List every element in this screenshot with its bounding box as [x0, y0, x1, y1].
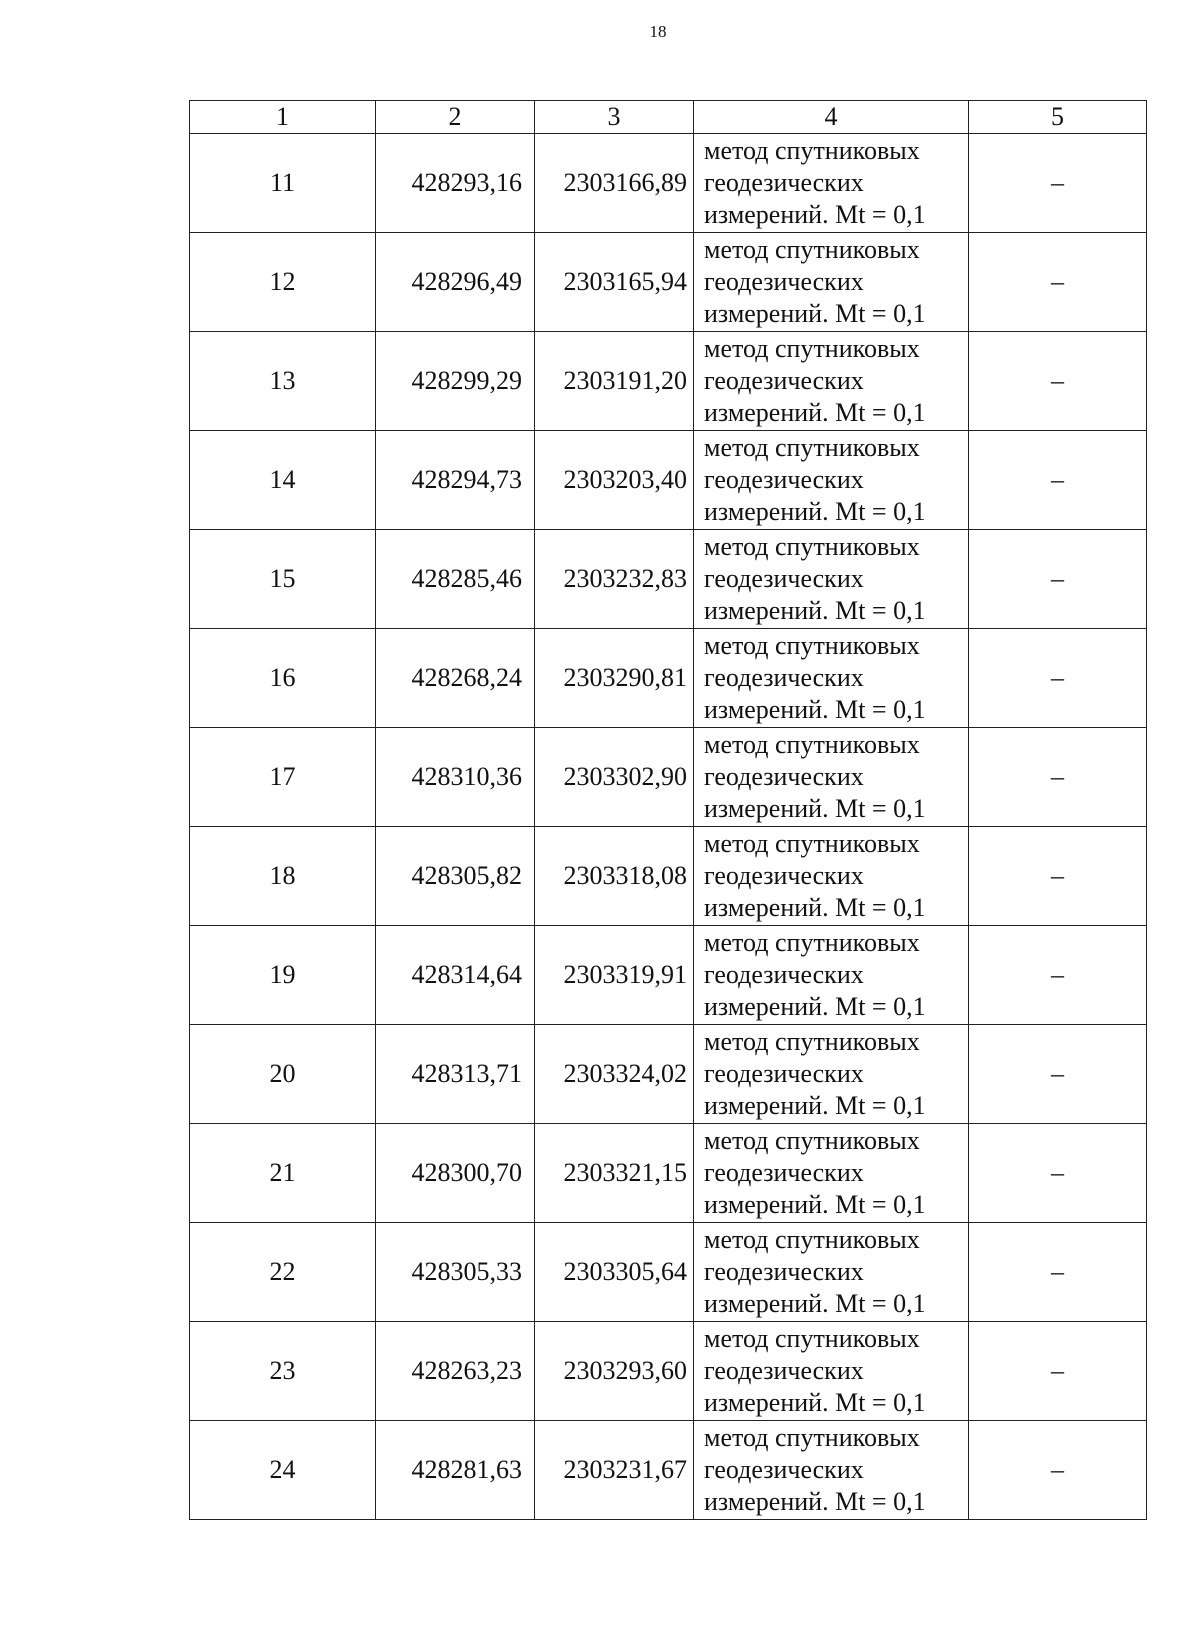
coordinate-y-cell: 2303305,64 [535, 1223, 694, 1322]
note-cell: – [969, 1223, 1147, 1322]
method-line: геодезических [704, 465, 864, 494]
coordinate-x-cell: 428263,23 [376, 1322, 535, 1421]
method-line: измерений. Mt = 0,1 [704, 1388, 926, 1417]
point-number-cell: 21 [190, 1124, 376, 1223]
note-cell: – [969, 431, 1147, 530]
coordinate-x-cell: 428285,46 [376, 530, 535, 629]
point-number-cell: 20 [190, 1025, 376, 1124]
coordinate-y-cell: 2303319,91 [535, 926, 694, 1025]
method-line: метод спутниковых [704, 1126, 920, 1155]
coordinate-x-cell: 428305,82 [376, 827, 535, 926]
note-cell: – [969, 134, 1147, 233]
method-line: метод спутниковых [704, 532, 920, 561]
method-cell [694, 332, 969, 431]
method-line: геодезических [704, 267, 864, 296]
method-line: измерений. Mt = 0,1 [704, 1487, 926, 1516]
method-line: измерений. Mt = 0,1 [704, 1091, 926, 1120]
method-line: метод спутниковых [704, 1423, 920, 1452]
point-number-cell: 11 [190, 134, 376, 233]
table-row [190, 134, 1147, 233]
method-cell [694, 1025, 969, 1124]
coordinates-table [189, 100, 1147, 1520]
method-cell [694, 1223, 969, 1322]
coordinate-y-cell: 2303324,02 [535, 1025, 694, 1124]
coordinate-x-cell: 428293,16 [376, 134, 535, 233]
method-line: метод спутниковых [704, 136, 920, 165]
point-number-cell: 12 [190, 233, 376, 332]
note-cell: – [969, 926, 1147, 1025]
method-cell [694, 1421, 969, 1520]
method-line: геодезических [704, 168, 864, 197]
method-cell [694, 1322, 969, 1421]
coordinate-x-cell: 428299,29 [376, 332, 535, 431]
coordinate-x-cell: 428310,36 [376, 728, 535, 827]
method-cell [694, 530, 969, 629]
table-row [190, 827, 1147, 926]
method-line: метод спутниковых [704, 235, 920, 264]
note-cell: – [969, 530, 1147, 629]
point-number-cell: 14 [190, 431, 376, 530]
point-number-cell: 18 [190, 827, 376, 926]
method-line: измерений. Mt = 0,1 [704, 596, 926, 625]
method-line: метод спутниковых [704, 631, 920, 660]
note-cell: – [969, 1124, 1147, 1223]
column-header: 3 [535, 101, 694, 134]
method-line: геодезических [704, 1455, 864, 1484]
point-number-cell: 22 [190, 1223, 376, 1322]
note-cell: – [969, 827, 1147, 926]
table-row [190, 332, 1147, 431]
method-cell [694, 827, 969, 926]
method-cell [694, 1124, 969, 1223]
method-line: метод спутниковых [704, 1324, 920, 1353]
method-line: метод спутниковых [704, 1225, 920, 1254]
method-line: измерений. Mt = 0,1 [704, 794, 926, 823]
method-line: измерений. Mt = 0,1 [704, 893, 926, 922]
method-line: геодезических [704, 663, 864, 692]
table-row [190, 431, 1147, 530]
method-cell [694, 431, 969, 530]
method-line: метод спутниковых [704, 829, 920, 858]
coordinate-y-cell: 2303232,83 [535, 530, 694, 629]
method-line: измерений. Mt = 0,1 [704, 299, 926, 328]
column-header: 5 [969, 101, 1147, 134]
note-cell: – [969, 629, 1147, 728]
method-line: измерений. Mt = 0,1 [704, 1190, 926, 1219]
method-cell [694, 233, 969, 332]
method-line: измерений. Mt = 0,1 [704, 695, 926, 724]
coordinate-y-cell: 2303165,94 [535, 233, 694, 332]
coordinate-y-cell: 2303203,40 [535, 431, 694, 530]
coordinate-x-cell: 428268,24 [376, 629, 535, 728]
method-line: метод спутниковых [704, 1027, 920, 1056]
method-line: геодезических [704, 1356, 864, 1385]
method-cell [694, 926, 969, 1025]
method-line: метод спутниковых [704, 334, 920, 363]
table-row [190, 1025, 1147, 1124]
method-line: измерений. Mt = 0,1 [704, 1289, 926, 1318]
coordinate-y-cell: 2303290,81 [535, 629, 694, 728]
note-cell: – [969, 332, 1147, 431]
coordinate-x-cell: 428314,64 [376, 926, 535, 1025]
table-row [190, 1124, 1147, 1223]
method-cell [694, 728, 969, 827]
note-cell: – [969, 728, 1147, 827]
column-header: 4 [694, 101, 969, 134]
method-line: геодезических [704, 366, 864, 395]
column-header: 2 [376, 101, 535, 134]
table-row [190, 728, 1147, 827]
coordinate-y-cell: 2303318,08 [535, 827, 694, 926]
table-row [190, 233, 1147, 332]
method-line: метод спутниковых [704, 433, 920, 462]
column-header: 1 [190, 101, 376, 134]
point-number-cell: 15 [190, 530, 376, 629]
method-line: геодезических [704, 762, 864, 791]
point-number-cell: 19 [190, 926, 376, 1025]
coordinate-x-cell: 428305,33 [376, 1223, 535, 1322]
table-body [190, 101, 1147, 1520]
method-line: измерений. Mt = 0,1 [704, 497, 926, 526]
method-line: измерений. Mt = 0,1 [704, 398, 926, 427]
note-cell: – [969, 1322, 1147, 1421]
note-cell: – [969, 1421, 1147, 1520]
method-line: геодезических [704, 861, 864, 890]
method-line: метод спутниковых [704, 730, 920, 759]
note-cell: – [969, 1025, 1147, 1124]
coordinate-x-cell: 428281,63 [376, 1421, 535, 1520]
method-cell [694, 134, 969, 233]
coordinate-y-cell: 2303293,60 [535, 1322, 694, 1421]
table-row [190, 1223, 1147, 1322]
table-row [190, 926, 1147, 1025]
coordinate-y-cell: 2303321,15 [535, 1124, 694, 1223]
method-line: геодезических [704, 564, 864, 593]
point-number-cell: 16 [190, 629, 376, 728]
coordinate-y-cell: 2303231,67 [535, 1421, 694, 1520]
table-row [190, 1322, 1147, 1421]
table-row [190, 530, 1147, 629]
coordinate-x-cell: 428300,70 [376, 1124, 535, 1223]
coordinate-x-cell: 428294,73 [376, 431, 535, 530]
method-cell [694, 629, 969, 728]
point-number-cell: 24 [190, 1421, 376, 1520]
note-cell: – [969, 233, 1147, 332]
table-row [190, 629, 1147, 728]
method-line: геодезических [704, 1158, 864, 1187]
page-number: 18 [649, 22, 667, 41]
point-number-cell: 23 [190, 1322, 376, 1421]
table-header-row [190, 101, 1147, 134]
method-line: измерений. Mt = 0,1 [704, 992, 926, 1021]
coordinate-y-cell: 2303302,90 [535, 728, 694, 827]
point-number-cell: 17 [190, 728, 376, 827]
coordinate-x-cell: 428313,71 [376, 1025, 535, 1124]
method-line: геодезических [704, 1059, 864, 1088]
coordinate-x-cell: 428296,49 [376, 233, 535, 332]
method-line: метод спутниковых [704, 928, 920, 957]
method-line: геодезических [704, 960, 864, 989]
coordinate-y-cell: 2303191,20 [535, 332, 694, 431]
coordinate-y-cell: 2303166,89 [535, 134, 694, 233]
point-number-cell: 13 [190, 332, 376, 431]
table-row [190, 1421, 1147, 1520]
method-line: геодезических [704, 1257, 864, 1286]
method-line: измерений. Mt = 0,1 [704, 200, 926, 229]
